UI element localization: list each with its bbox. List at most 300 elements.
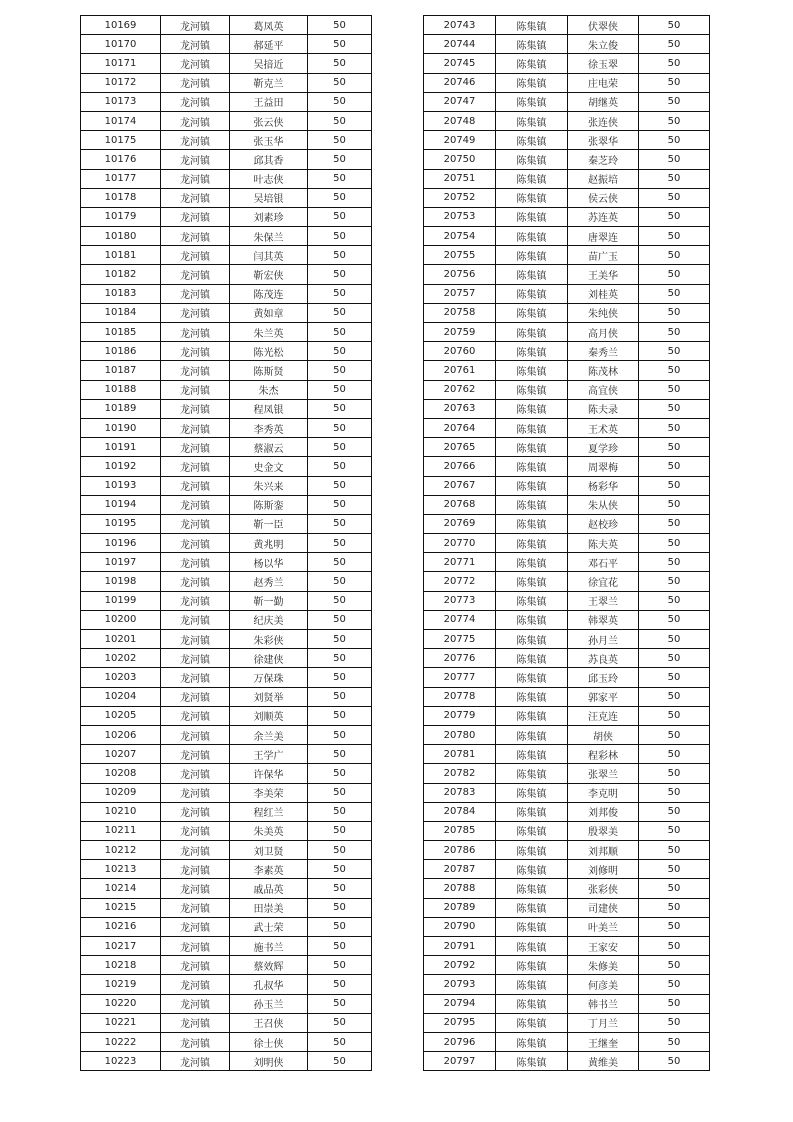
amount-cell: 50 [308,1052,372,1071]
town-cell: 陈集镇 [496,956,568,975]
town-cell: 陈集镇 [496,303,568,322]
name-cell: 戚品英 [230,879,308,898]
id-cell: 20789 [424,898,496,917]
amount-cell: 50 [639,457,710,476]
amount-cell: 50 [639,1013,710,1032]
town-cell: 陈集镇 [496,687,568,706]
id-cell: 10209 [81,783,161,802]
town-cell: 龙河镇 [161,35,230,54]
table-row [81,860,372,879]
table-row [424,994,710,1013]
id-cell: 20770 [424,534,496,553]
town-cell: 龙河镇 [161,246,230,265]
id-cell: 10199 [81,591,161,610]
amount-cell: 50 [639,898,710,917]
amount-cell: 50 [639,706,710,725]
name-cell: 高宜侠 [568,380,639,399]
name-cell: 许保华 [230,764,308,783]
id-cell: 20760 [424,342,496,361]
id-cell: 10178 [81,188,161,207]
name-cell: 朱从侠 [568,495,639,514]
name-cell: 靳克兰 [230,73,308,92]
amount-cell: 50 [308,476,372,495]
name-cell: 何彦美 [568,975,639,994]
id-cell: 10182 [81,265,161,284]
town-cell: 龙河镇 [161,54,230,73]
id-cell: 10180 [81,227,161,246]
name-cell: 徐宜花 [568,572,639,591]
amount-cell: 50 [308,438,372,457]
name-cell: 朱彩侠 [230,630,308,649]
id-cell: 10195 [81,514,161,533]
id-cell: 10171 [81,54,161,73]
name-cell: 张玉华 [230,131,308,150]
name-cell: 李美荣 [230,783,308,802]
amount-cell: 50 [639,745,710,764]
town-cell: 龙河镇 [161,1032,230,1051]
id-cell: 20744 [424,35,496,54]
town-cell: 龙河镇 [161,725,230,744]
name-cell: 高月侠 [568,323,639,342]
town-cell: 龙河镇 [161,438,230,457]
table-row [81,937,372,956]
id-cell: 10186 [81,342,161,361]
id-cell: 10188 [81,380,161,399]
id-cell: 20771 [424,553,496,572]
town-cell: 龙河镇 [161,495,230,514]
table-row [424,150,710,169]
table-row [81,764,372,783]
id-cell: 20777 [424,668,496,687]
amount-cell: 50 [308,553,372,572]
town-cell: 陈集镇 [496,841,568,860]
id-cell: 10198 [81,572,161,591]
amount-cell: 50 [308,572,372,591]
id-cell: 20750 [424,150,496,169]
name-cell: 靳宏侠 [230,265,308,284]
table-row [424,591,710,610]
town-cell: 陈集镇 [496,860,568,879]
town-cell: 陈集镇 [496,457,568,476]
table-row [424,188,710,207]
name-cell: 王翠兰 [568,591,639,610]
table-row [81,16,372,35]
table-row [81,169,372,188]
amount-cell: 50 [308,169,372,188]
table-row [424,284,710,303]
name-cell: 王学广 [230,745,308,764]
amount-cell: 50 [639,150,710,169]
town-cell: 龙河镇 [161,150,230,169]
table-row [81,92,372,111]
table-row [81,687,372,706]
id-cell: 20791 [424,937,496,956]
id-cell: 10194 [81,495,161,514]
id-cell: 20765 [424,438,496,457]
amount-cell: 50 [639,783,710,802]
amount-cell: 50 [639,802,710,821]
amount-cell: 50 [308,937,372,956]
table-row [424,630,710,649]
name-cell: 李秀英 [230,418,308,437]
name-cell: 徐玉翠 [568,54,639,73]
table-row [81,323,372,342]
town-cell: 陈集镇 [496,706,568,725]
amount-cell: 50 [639,131,710,150]
amount-cell: 50 [308,284,372,303]
id-cell: 20784 [424,802,496,821]
name-cell: 靳一勤 [230,591,308,610]
table-row [81,207,372,226]
id-cell: 20782 [424,764,496,783]
town-cell: 龙河镇 [161,284,230,303]
name-cell: 邱玉玲 [568,668,639,687]
town-cell: 陈集镇 [496,131,568,150]
amount-cell: 50 [639,860,710,879]
amount-cell: 50 [308,610,372,629]
town-cell: 龙河镇 [161,227,230,246]
id-cell: 20785 [424,821,496,840]
amount-cell: 50 [639,361,710,380]
amount-cell: 50 [639,35,710,54]
amount-cell: 50 [639,534,710,553]
id-cell: 10211 [81,821,161,840]
name-cell: 庄电荣 [568,73,639,92]
id-cell: 10183 [81,284,161,303]
id-cell: 20761 [424,361,496,380]
name-cell: 胡继英 [568,92,639,111]
amount-cell: 50 [308,668,372,687]
id-cell: 20748 [424,111,496,130]
amount-cell: 50 [639,16,710,35]
id-cell: 20788 [424,879,496,898]
amount-cell: 50 [308,841,372,860]
name-cell: 韩翠英 [568,610,639,629]
name-cell: 施书兰 [230,937,308,956]
table-row [81,284,372,303]
town-cell: 陈集镇 [496,764,568,783]
name-cell: 陈茂连 [230,284,308,303]
id-cell: 10204 [81,687,161,706]
amount-cell: 50 [308,207,372,226]
id-cell: 10175 [81,131,161,150]
id-cell: 10223 [81,1052,161,1071]
name-cell: 徐士侠 [230,1032,308,1051]
amount-cell: 50 [308,342,372,361]
id-cell: 10219 [81,975,161,994]
id-cell: 10172 [81,73,161,92]
id-cell: 20783 [424,783,496,802]
amount-cell: 50 [308,706,372,725]
town-cell: 龙河镇 [161,1013,230,1032]
table-row [81,380,372,399]
town-cell: 陈集镇 [496,630,568,649]
amount-cell: 50 [639,476,710,495]
town-cell: 龙河镇 [161,16,230,35]
name-cell: 朱杰 [230,380,308,399]
town-cell: 陈集镇 [496,323,568,342]
town-cell: 龙河镇 [161,323,230,342]
amount-cell: 50 [639,668,710,687]
name-cell: 陈夫录 [568,399,639,418]
id-cell: 20754 [424,227,496,246]
name-cell: 夏学珍 [568,438,639,457]
town-cell: 龙河镇 [161,188,230,207]
amount-cell: 50 [308,917,372,936]
town-cell: 陈集镇 [496,572,568,591]
town-cell: 陈集镇 [496,649,568,668]
town-cell: 龙河镇 [161,92,230,111]
amount-cell: 50 [308,265,372,284]
amount-cell: 50 [308,457,372,476]
town-cell: 陈集镇 [496,73,568,92]
amount-cell: 50 [639,342,710,361]
name-cell: 胡侠 [568,725,639,744]
name-cell: 朱修美 [568,956,639,975]
amount-cell: 50 [308,54,372,73]
table-row [424,745,710,764]
amount-cell: 50 [308,994,372,1013]
amount-cell: 50 [639,975,710,994]
id-cell: 20766 [424,457,496,476]
table-row [424,649,710,668]
town-cell: 龙河镇 [161,994,230,1013]
name-cell: 刘卫贤 [230,841,308,860]
town-cell: 陈集镇 [496,898,568,917]
town-cell: 龙河镇 [161,418,230,437]
name-cell: 赵校珍 [568,514,639,533]
id-cell: 10196 [81,534,161,553]
id-cell: 10173 [81,92,161,111]
id-cell: 10221 [81,1013,161,1032]
name-cell: 郝延平 [230,35,308,54]
table-row [424,361,710,380]
amount-cell: 50 [639,841,710,860]
name-cell: 陈光松 [230,342,308,361]
town-cell: 陈集镇 [496,975,568,994]
amount-cell: 50 [308,323,372,342]
name-cell: 葛凤英 [230,16,308,35]
id-cell: 20795 [424,1013,496,1032]
id-cell: 20786 [424,841,496,860]
table-row [424,16,710,35]
town-cell: 陈集镇 [496,610,568,629]
town-cell: 龙河镇 [161,860,230,879]
name-cell: 秦芝玲 [568,150,639,169]
name-cell: 余兰美 [230,725,308,744]
town-cell: 陈集镇 [496,207,568,226]
town-cell: 龙河镇 [161,572,230,591]
name-cell: 苏良英 [568,649,639,668]
amount-cell: 50 [639,879,710,898]
name-cell: 陈茂林 [568,361,639,380]
name-cell: 刘素珍 [230,207,308,226]
town-cell: 龙河镇 [161,131,230,150]
id-cell: 10201 [81,630,161,649]
town-cell: 陈集镇 [496,534,568,553]
amount-cell: 50 [308,111,372,130]
amount-cell: 50 [639,821,710,840]
town-cell: 龙河镇 [161,821,230,840]
amount-cell: 50 [308,879,372,898]
table-row [81,438,372,457]
id-cell: 20745 [424,54,496,73]
table-row [424,1032,710,1051]
table-row [81,1052,372,1071]
name-cell: 叶美兰 [568,917,639,936]
table-row [81,610,372,629]
amount-cell: 50 [639,418,710,437]
id-cell: 20796 [424,1032,496,1051]
amount-cell: 50 [639,111,710,130]
town-cell: 龙河镇 [161,630,230,649]
town-cell: 陈集镇 [496,591,568,610]
amount-cell: 50 [308,802,372,821]
table-row [424,495,710,514]
town-cell: 陈集镇 [496,35,568,54]
name-cell: 万保珠 [230,668,308,687]
town-cell: 龙河镇 [161,649,230,668]
id-cell: 20790 [424,917,496,936]
name-cell: 王继奎 [568,1032,639,1051]
table-row [424,514,710,533]
table-row [424,821,710,840]
table-row [81,150,372,169]
name-cell: 黄维美 [568,1052,639,1071]
town-cell: 陈集镇 [496,1013,568,1032]
name-cell: 李素英 [230,860,308,879]
name-cell: 司建侠 [568,898,639,917]
name-cell: 孙月兰 [568,630,639,649]
town-cell: 陈集镇 [496,725,568,744]
table-row [424,841,710,860]
table-row [424,534,710,553]
name-cell: 程红兰 [230,802,308,821]
town-cell: 陈集镇 [496,802,568,821]
name-cell: 张彩侠 [568,879,639,898]
name-cell: 侯云侠 [568,188,639,207]
table-row [424,668,710,687]
town-cell: 龙河镇 [161,975,230,994]
table-row [424,572,710,591]
table-row [424,706,710,725]
table-row [424,169,710,188]
amount-cell: 50 [639,207,710,226]
town-cell: 龙河镇 [161,514,230,533]
id-cell: 10174 [81,111,161,130]
name-cell: 丁月兰 [568,1013,639,1032]
name-cell: 杨彩华 [568,476,639,495]
name-cell: 蔡效辉 [230,956,308,975]
amount-cell: 50 [308,380,372,399]
table-row [81,706,372,725]
name-cell: 程彩林 [568,745,639,764]
id-cell: 10218 [81,956,161,975]
town-cell: 龙河镇 [161,534,230,553]
table-row [424,380,710,399]
name-cell: 周翠梅 [568,457,639,476]
amount-cell: 50 [308,764,372,783]
id-cell: 20775 [424,630,496,649]
town-cell: 龙河镇 [161,706,230,725]
name-cell: 吴揞近 [230,54,308,73]
table-row [81,227,372,246]
amount-cell: 50 [639,937,710,956]
table-row [81,668,372,687]
town-cell: 龙河镇 [161,361,230,380]
id-cell: 20755 [424,246,496,265]
id-cell: 10216 [81,917,161,936]
id-cell: 20792 [424,956,496,975]
table-row [424,553,710,572]
amount-cell: 50 [639,284,710,303]
id-cell: 20767 [424,476,496,495]
table-row [424,687,710,706]
id-cell: 20780 [424,725,496,744]
amount-cell: 50 [639,917,710,936]
table-row [81,303,372,322]
id-cell: 10206 [81,725,161,744]
name-cell: 王术英 [568,418,639,437]
town-cell: 陈集镇 [496,917,568,936]
town-cell: 龙河镇 [161,802,230,821]
id-cell: 10176 [81,150,161,169]
amount-cell: 50 [639,323,710,342]
id-cell: 10207 [81,745,161,764]
name-cell: 刘邦俊 [568,802,639,821]
town-cell: 龙河镇 [161,745,230,764]
name-cell: 纪庆美 [230,610,308,629]
amount-cell: 50 [639,73,710,92]
table-row [424,898,710,917]
table-row [81,898,372,917]
id-cell: 10177 [81,169,161,188]
name-cell: 朱保兰 [230,227,308,246]
amount-cell: 50 [308,514,372,533]
id-cell: 20779 [424,706,496,725]
name-cell: 孙玉兰 [230,994,308,1013]
table-row [81,745,372,764]
table-row [81,514,372,533]
amount-cell: 50 [308,783,372,802]
id-cell: 10220 [81,994,161,1013]
town-cell: 陈集镇 [496,418,568,437]
amount-cell: 50 [308,534,372,553]
amount-cell: 50 [308,956,372,975]
town-cell: 陈集镇 [496,399,568,418]
town-cell: 陈集镇 [496,342,568,361]
name-cell: 赵秀兰 [230,572,308,591]
name-cell: 杨以华 [230,553,308,572]
town-cell: 龙河镇 [161,687,230,706]
amount-cell: 50 [639,265,710,284]
table-row [424,457,710,476]
table-row [81,802,372,821]
table-row [424,438,710,457]
town-cell: 龙河镇 [161,841,230,860]
table-row [81,246,372,265]
table-row [81,821,372,840]
id-cell: 20797 [424,1052,496,1071]
id-cell: 10205 [81,706,161,725]
table-row [81,399,372,418]
table-row [81,1032,372,1051]
table-row [424,323,710,342]
town-cell: 陈集镇 [496,821,568,840]
town-cell: 龙河镇 [161,764,230,783]
town-cell: 龙河镇 [161,303,230,322]
amount-cell: 50 [639,1052,710,1071]
